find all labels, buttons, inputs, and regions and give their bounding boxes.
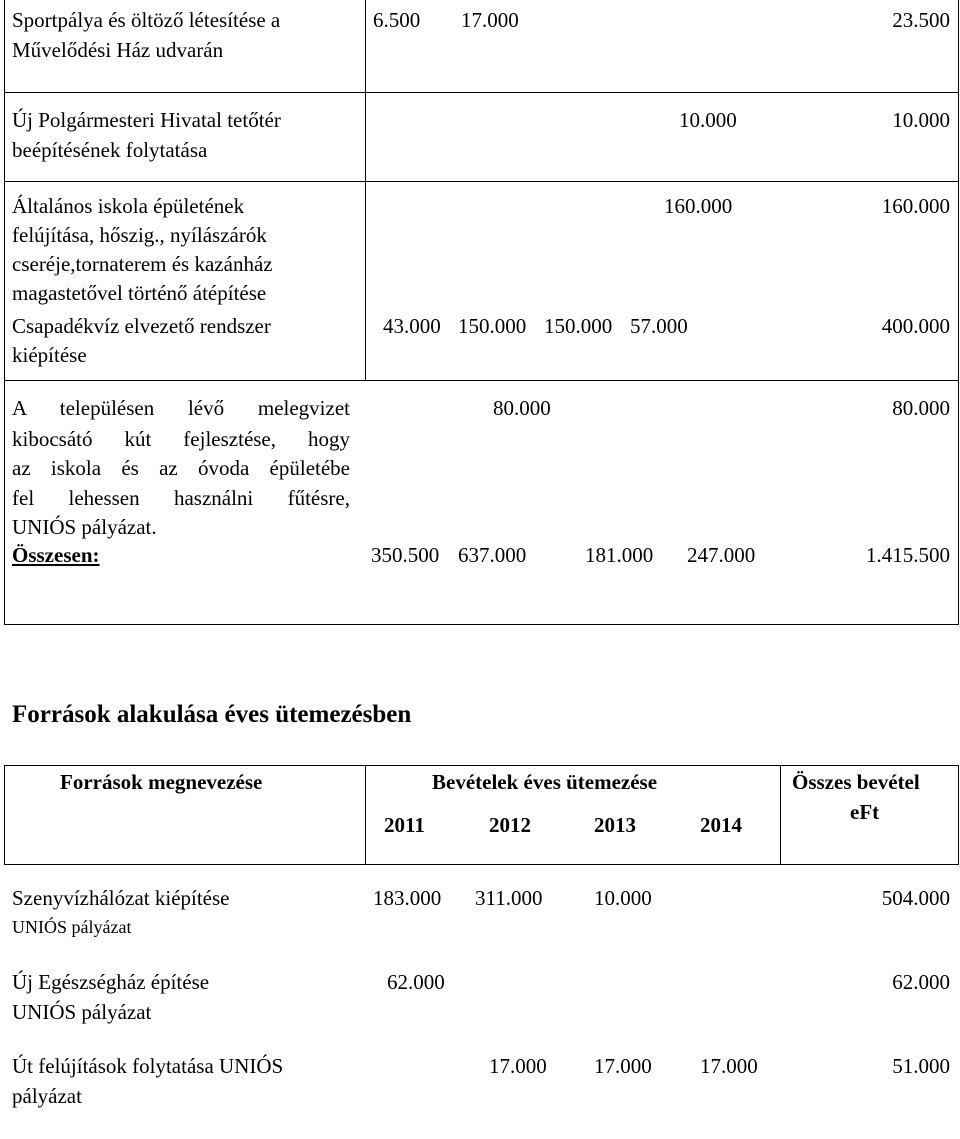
- year-header: 2012: [489, 813, 531, 837]
- row-name: felújítása, hőszig., nyílászárók: [12, 223, 267, 247]
- row-name: fel lehessen használni fűtésre,: [12, 486, 350, 510]
- header-income-schedule: Bevételek éves ütemezése: [432, 770, 658, 794]
- value-cell: 80.000: [493, 396, 551, 420]
- value-total: 51.000: [892, 1054, 950, 1078]
- table-column-divider: [365, 765, 366, 865]
- value-cell: 10.000: [679, 108, 737, 132]
- year-header: 2013: [594, 813, 636, 837]
- year-header: 2014: [700, 813, 742, 837]
- value-cell: 150.000: [458, 314, 527, 338]
- row-subname: UNIÓS pályázat: [12, 1000, 152, 1024]
- value-total: 23.500: [892, 8, 950, 32]
- row-name: A településen lévő melegvizet: [12, 396, 350, 420]
- row-name: cseréje,tornaterem és kazánház: [12, 252, 273, 276]
- value-cell: 17.000: [700, 1054, 758, 1078]
- value-total: 160.000: [881, 194, 950, 218]
- value-cell: 183.000: [373, 886, 442, 910]
- section-title: Források alakulása éves ütemezésben: [12, 701, 412, 728]
- value-total: 80.000: [892, 396, 950, 420]
- row-name: Út felújítások folytatása UNIÓS: [12, 1054, 284, 1078]
- row-name: kibocsátó kút fejlesztése, hogy: [12, 427, 350, 451]
- table-row-divider: [4, 864, 959, 865]
- table-column-divider: [780, 765, 781, 865]
- value-cell: 10.000: [594, 886, 652, 910]
- row-name: Általános iskola épületének: [12, 194, 245, 218]
- row-name: az iskola és az óvoda épületébe: [12, 456, 350, 480]
- row-name: Új Egészségház építése: [12, 970, 210, 994]
- header-total-unit: eFt: [850, 800, 880, 824]
- total-value: 181.000: [585, 543, 654, 567]
- row-name: UNIÓS pályázat.: [12, 515, 157, 539]
- row-name: Szenyvízhálózat kiépítése: [12, 886, 230, 910]
- value-cell: 57.000: [630, 314, 688, 338]
- value-total: 10.000: [892, 108, 950, 132]
- total-value: 1.415.500: [866, 543, 950, 567]
- value-total: 62.000: [892, 970, 950, 994]
- header-source-name: Források megnevezése: [60, 770, 263, 794]
- row-name: magastetővel történő átépítése: [12, 281, 267, 305]
- total-value: 247.000: [687, 543, 756, 567]
- row-name: Csapadékvíz elvezető rendszer: [12, 314, 271, 338]
- table-border-right: [958, 765, 959, 865]
- value-cell: 62.000: [387, 970, 445, 994]
- row-name: Sportpálya és öltöző létesítése a: [12, 8, 281, 32]
- row-name: Művelődési Ház udvarán: [12, 38, 224, 62]
- value-cell: 311.000: [475, 886, 543, 910]
- value-cell: 43.000: [383, 314, 441, 338]
- value-cell: 160.000: [664, 194, 733, 218]
- table-border-top: [4, 765, 959, 766]
- header-total-income: Összes bevétel: [792, 770, 920, 794]
- year-header: 2011: [384, 813, 425, 837]
- value-cell: 150.000: [544, 314, 613, 338]
- total-value: 637.000: [458, 543, 527, 567]
- row-name: Új Polgármesteri Hivatal tetőtér: [12, 108, 281, 132]
- value-total: 400.000: [881, 314, 950, 338]
- row-name: kiépítése: [12, 343, 87, 367]
- row-name: beépítésének folytatása: [12, 138, 208, 162]
- table-border-left: [4, 765, 5, 865]
- total-value: 350.500: [371, 543, 440, 567]
- value-cell: 6.500: [373, 8, 421, 32]
- total-label: Összesen:: [12, 543, 100, 567]
- value-cell: 17.000: [594, 1054, 652, 1078]
- value-cell: 17.000: [489, 1054, 547, 1078]
- value-cell: 17.000: [461, 8, 519, 32]
- row-subname: pályázat: [12, 1084, 82, 1108]
- value-total: 504.000: [881, 886, 950, 910]
- row-subname: UNIÓS pályázat: [12, 917, 132, 937]
